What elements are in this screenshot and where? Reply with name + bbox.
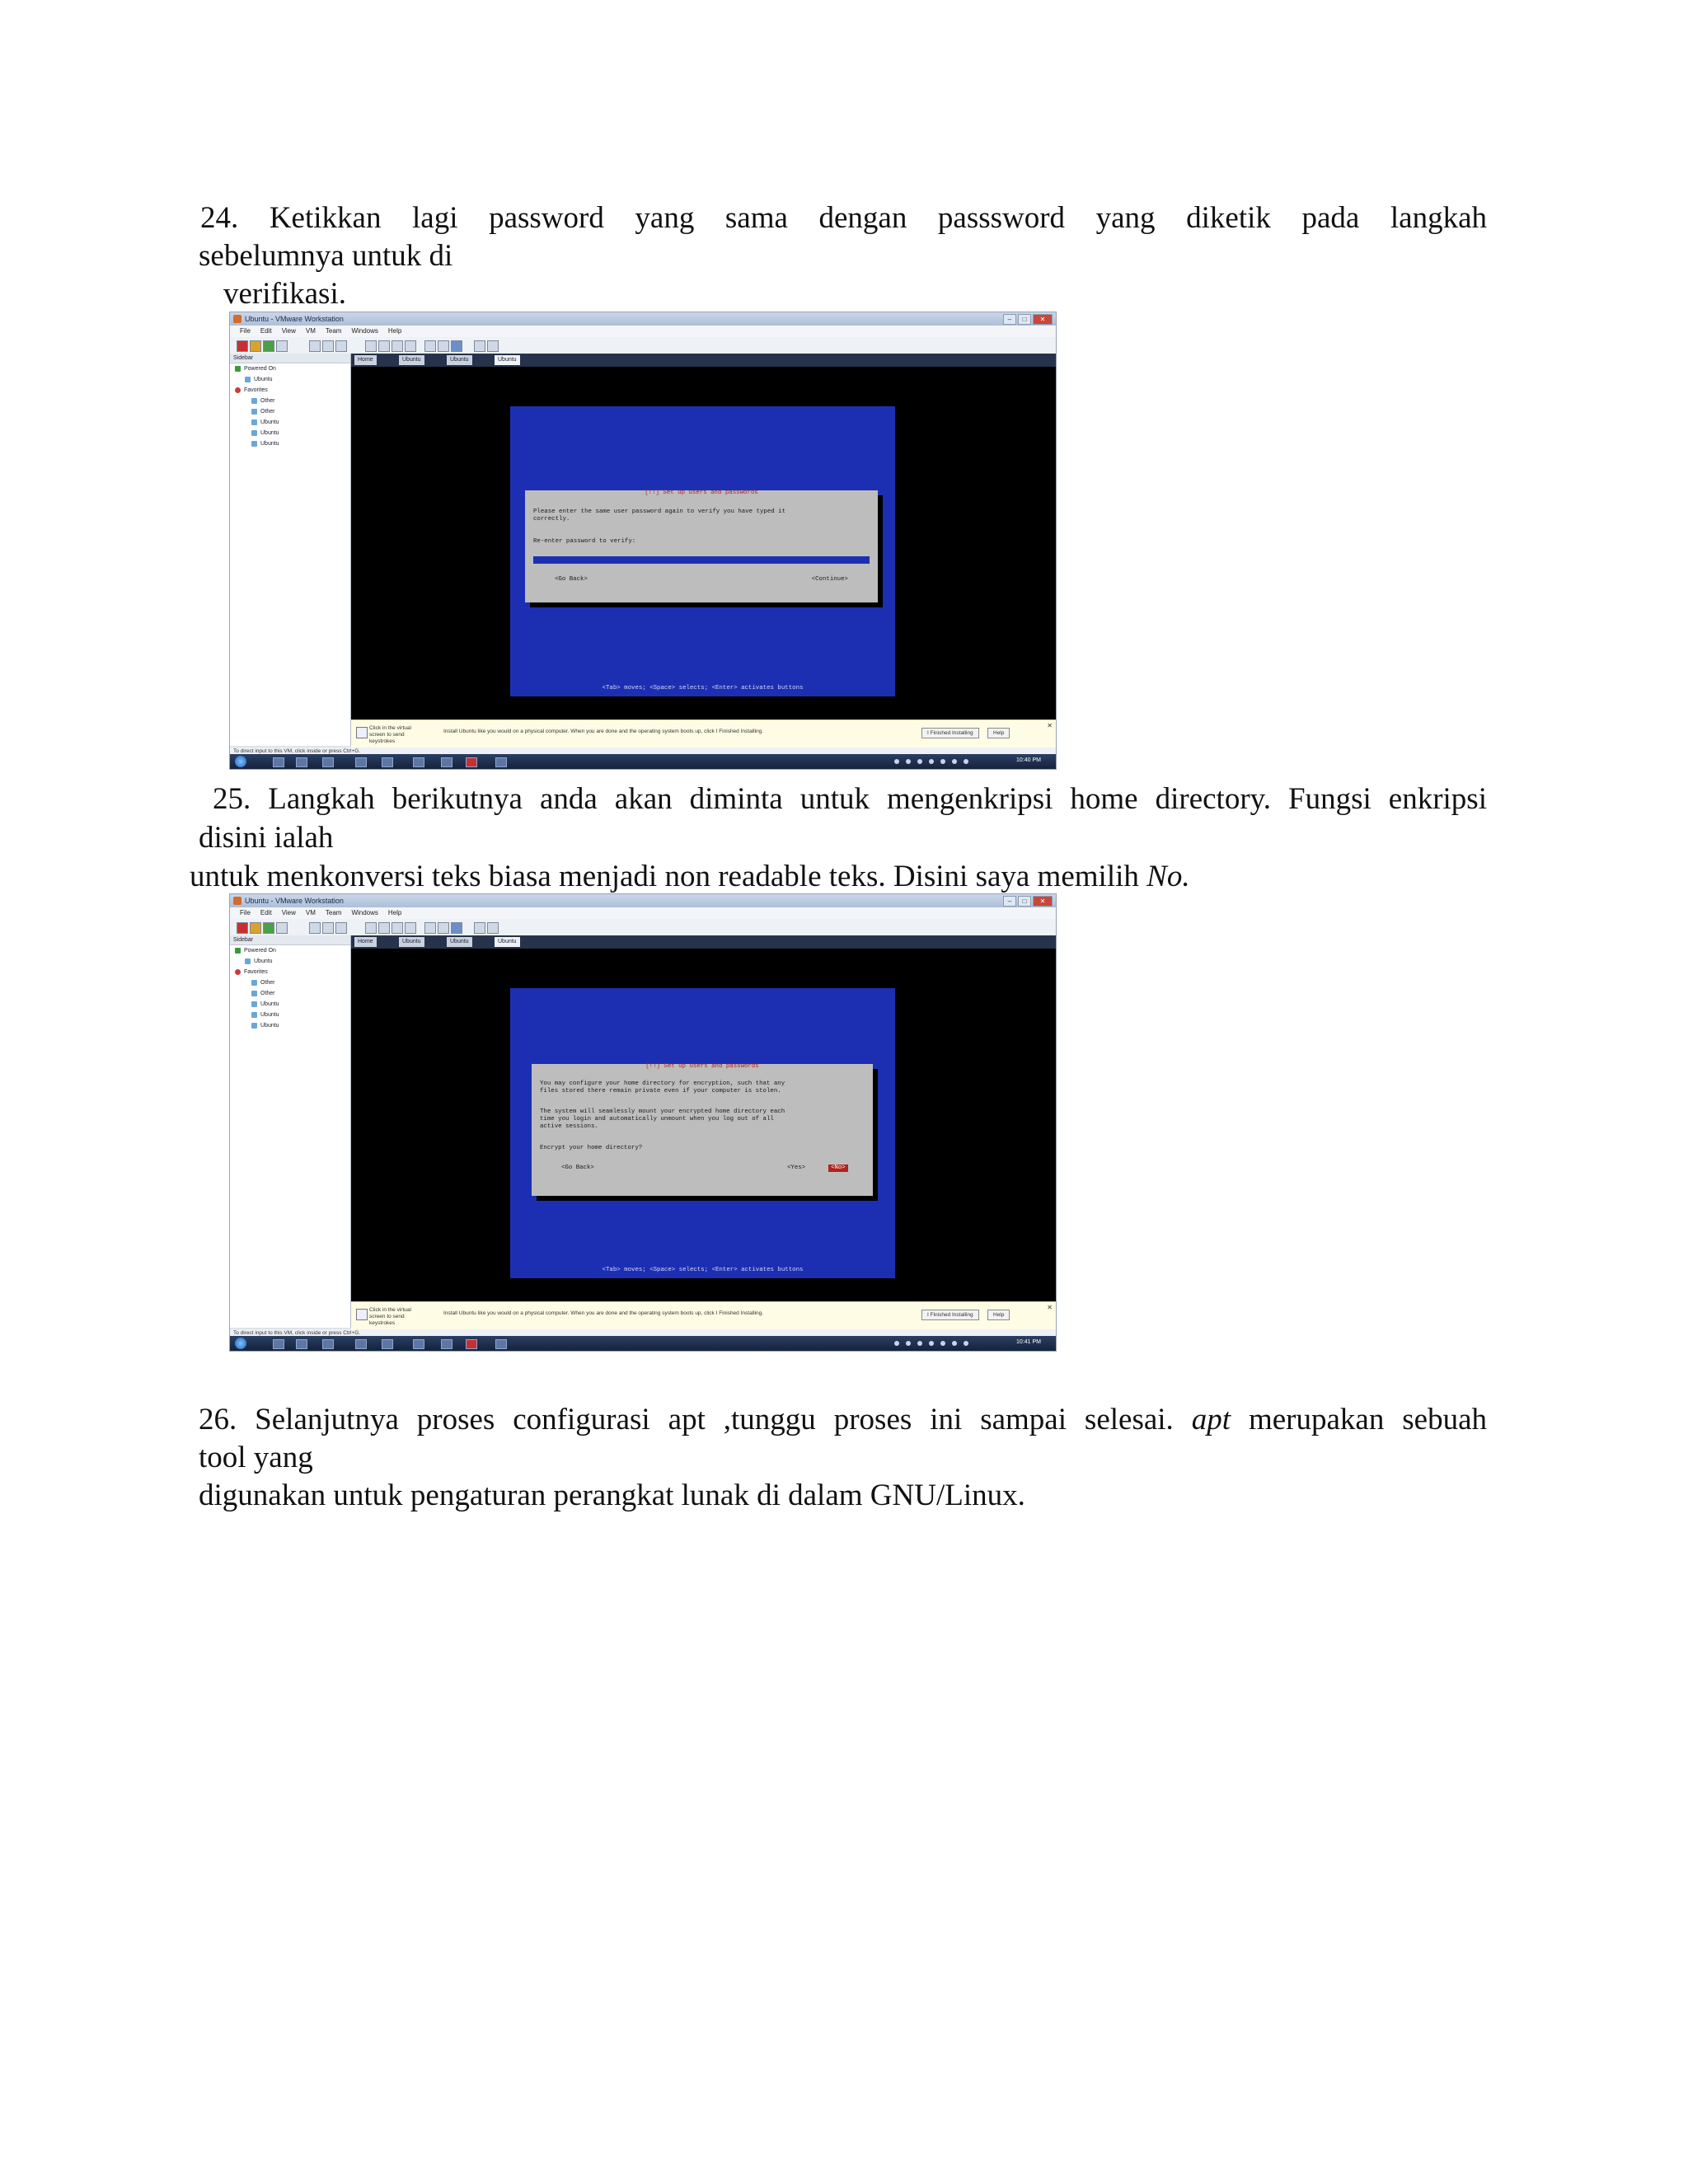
step-24-line-1: 24. Ketikkan lagi password yang sama dengan passsword yang diketik pada langkah — [200, 201, 1487, 235]
snapshot-icon[interactable] — [309, 922, 321, 934]
play-icon[interactable] — [263, 922, 274, 934]
close-hint-icon[interactable]: ✕ — [1047, 1304, 1053, 1311]
hint-bar — [351, 1301, 1056, 1330]
tray-icon[interactable] — [940, 1341, 945, 1346]
tray-icon[interactable] — [940, 759, 945, 764]
installer-screen — [510, 406, 895, 696]
view-tabs-icon[interactable] — [405, 922, 416, 934]
taskbar-app-icon[interactable] — [296, 1339, 307, 1349]
menu-windows[interactable]: Windows — [351, 909, 378, 916]
power-off-icon[interactable] — [237, 922, 248, 934]
keyboard-icon — [356, 1309, 368, 1320]
tab-home[interactable]: Home — [354, 355, 377, 365]
choice-no: No. — [1146, 860, 1190, 893]
menu-vm[interactable]: VM — [305, 909, 316, 916]
installer-screen — [510, 988, 895, 1278]
vmware-screenshot-1 — [229, 312, 1057, 770]
full-screen-icon[interactable] — [424, 922, 436, 934]
dialog-text: active sessions. — [540, 1123, 598, 1130]
menu-edit[interactable]: Edit — [260, 909, 272, 916]
taskbar-clock: 10:40 PM — [1016, 757, 1041, 763]
vm-icon — [251, 430, 257, 436]
status-bar: To direct input to this VM, click inside or press Ctrl+G. — [230, 1329, 1056, 1338]
settings-icon[interactable] — [487, 340, 499, 352]
vm-icon — [251, 1012, 257, 1018]
menu-team[interactable]: Team — [325, 327, 342, 335]
revert-icon[interactable] — [322, 340, 334, 352]
menu-vm[interactable]: VM — [305, 327, 316, 335]
play-icon[interactable] — [263, 340, 274, 352]
tray-icon[interactable] — [906, 759, 911, 764]
step-25-line-1: 25. Langkah berikutnya anda akan diminta untuk mengenkripsi home directory. Fungsi enkripsi — [213, 782, 1487, 816]
snapshot-icon[interactable] — [309, 340, 321, 352]
apt-term: apt — [1191, 1403, 1231, 1436]
vm-console[interactable] — [351, 367, 1056, 719]
windows-taskbar — [230, 1336, 1056, 1351]
taskbar-app-icon[interactable] — [322, 757, 334, 767]
keyboard-icon — [356, 727, 368, 738]
tray-icon[interactable] — [929, 759, 934, 764]
preferences-icon[interactable] — [474, 922, 485, 934]
window-titlebar — [230, 894, 1056, 907]
sidebar-item-other[interactable]: Other — [230, 396, 350, 406]
tab-ubuntu-active[interactable]: Ubuntu — [495, 937, 520, 947]
installer-dialog — [532, 1064, 873, 1196]
taskbar-app-icon[interactable] — [466, 1339, 477, 1349]
tab-ubuntu-active[interactable]: Ubuntu — [495, 355, 520, 365]
go-back-button[interactable]: <Go Back> — [561, 1165, 594, 1171]
step-26-line-1: 26. Selanjutnya proses configurasi apt ,tunggu proses ini sampai selesai. apt merupakan sebuah — [199, 1403, 1487, 1436]
dialog-text: The system will seamlessly mount your encrypted home directory each — [540, 1108, 785, 1115]
close-icon[interactable]: ✕ — [1033, 896, 1053, 907]
sidebar-item-ubuntu[interactable]: Ubuntu — [230, 428, 350, 438]
taskbar-app-icon[interactable] — [441, 757, 452, 767]
menu-edit[interactable]: Edit — [260, 327, 272, 335]
taskbar-app-icon[interactable] — [495, 1339, 507, 1349]
tray-icon[interactable] — [952, 1341, 957, 1346]
menu-file[interactable]: File — [240, 909, 251, 916]
unity-icon[interactable] — [438, 922, 449, 934]
menu-file[interactable]: File — [240, 327, 251, 335]
vm-icon — [251, 980, 257, 986]
go-back-button[interactable]: <Go Back> — [555, 576, 588, 583]
vm-icon — [251, 991, 257, 996]
installer-help-line: <Tab> moves; <Space> selects; <Enter> activates buttons — [602, 685, 804, 691]
sidebar-item-ubuntu[interactable]: Ubuntu — [230, 417, 350, 428]
view-thumbnail-icon[interactable] — [392, 922, 403, 934]
taskbar-app-icon[interactable] — [273, 757, 284, 767]
step-24-line-2: sebelumnya untuk di — [199, 239, 453, 273]
sidebar-item-other[interactable]: Other — [230, 977, 350, 988]
unity-icon[interactable] — [438, 340, 449, 352]
tab-home[interactable]: Home — [354, 937, 377, 947]
manage-snapshots-icon[interactable] — [335, 340, 347, 352]
step-25-line-3: untuk menkonversi teks biasa menjadi non readable teks. Disini saya memilih No. — [190, 860, 1190, 893]
toolbar — [230, 919, 1056, 936]
taskbar-clock: 10:41 PM — [1016, 1339, 1041, 1345]
hint-text: Install Ubuntu like you would on a physical computer. When you are done and the operating system boots up, click I Finished Installing. — [443, 1310, 764, 1316]
tray-icon[interactable] — [906, 1341, 911, 1346]
vmware-app-icon — [233, 897, 241, 905]
vm-icon — [245, 958, 251, 964]
taskbar-app-icon[interactable] — [382, 757, 393, 767]
vm-sidebar — [230, 935, 351, 1328]
minimize-icon[interactable]: – — [1003, 314, 1016, 325]
status-bar: To direct input to this VM, click inside or press Ctrl+G. — [230, 748, 1056, 756]
taskbar-app-icon[interactable] — [296, 757, 307, 767]
view-sidebar-icon[interactable] — [365, 340, 377, 352]
password-field[interactable] — [533, 556, 870, 564]
vm-icon — [251, 441, 257, 447]
no-button[interactable]: <No> — [828, 1165, 848, 1172]
dialog-text: time you login and automatically unmount when you log out of all — [540, 1116, 774, 1122]
view-tabs-icon[interactable] — [405, 340, 416, 352]
revert-icon[interactable] — [322, 922, 334, 934]
taskbar-app-icon[interactable] — [273, 1339, 284, 1349]
minimize-icon[interactable]: – — [1003, 896, 1016, 907]
menu-view[interactable]: View — [281, 909, 296, 916]
window-titlebar — [230, 312, 1056, 326]
dialog-text: files stored there remain private even if your computer is stolen. — [540, 1088, 781, 1094]
finished-installing-button[interactable]: I Finished Installing — [921, 1310, 979, 1320]
tab-ubuntu[interactable]: Ubuntu — [399, 937, 424, 947]
dialog-title: [!!] Set up users and passwords — [645, 490, 758, 496]
yes-button[interactable]: <Yes> — [787, 1165, 806, 1171]
maximize-icon[interactable]: □ — [1018, 314, 1031, 325]
vmware-screenshot-2 — [229, 893, 1057, 1352]
view-thumbnail-icon[interactable] — [392, 340, 403, 352]
dialog-text: correctly. — [533, 516, 570, 523]
continue-button[interactable]: <Continue> — [811, 576, 848, 583]
heart-icon — [235, 387, 241, 393]
step-25-line-2: disini ialah — [199, 821, 334, 855]
taskbar-app-icon[interactable] — [495, 757, 507, 767]
help-button[interactable]: Help — [987, 728, 1010, 738]
tab-ubuntu[interactable]: Ubuntu — [399, 355, 424, 365]
reset-icon[interactable] — [276, 922, 288, 934]
taskbar-app-icon[interactable] — [382, 1339, 393, 1349]
menu-help[interactable]: Help — [387, 327, 402, 335]
step-26-line-2: tool yang — [199, 1441, 313, 1474]
step-24-line-3: verifikasi. — [223, 277, 346, 311]
settings-icon[interactable] — [487, 922, 499, 934]
suspend-icon[interactable] — [250, 922, 261, 934]
menu-view[interactable]: View — [281, 327, 296, 335]
sidebar-item-powered-on[interactable]: Powered On — [230, 945, 350, 956]
taskbar-app-icon[interactable] — [355, 757, 367, 767]
menu-team[interactable]: Team — [325, 909, 342, 916]
quick-switch-icon[interactable] — [451, 340, 462, 352]
window-title: Ubuntu - VMware Workstation — [245, 315, 344, 323]
tray-icon[interactable] — [952, 759, 957, 764]
taskbar-app-icon[interactable] — [413, 757, 424, 767]
tray-icon[interactable] — [964, 1341, 968, 1346]
taskbar-app-icon[interactable] — [466, 757, 477, 767]
sidebar-item-ubuntu[interactable]: Ubuntu — [230, 374, 350, 385]
dialog-text: Please enter the same user password again to verify you have typed it — [533, 509, 786, 515]
tab-ubuntu[interactable]: Ubuntu — [447, 937, 472, 947]
vm-icon — [251, 398, 257, 404]
sidebar-item-ubuntu[interactable]: Ubuntu — [230, 438, 350, 449]
sidebar-item-ubuntu[interactable]: Ubuntu — [230, 999, 350, 1010]
play-icon — [235, 366, 241, 372]
hint-bar — [351, 719, 1056, 748]
taskbar-app-icon[interactable] — [322, 1339, 334, 1349]
tray-icon[interactable] — [917, 759, 922, 764]
sidebar-item-favorites[interactable]: Favorites — [230, 967, 350, 977]
dialog-text: Re-enter password to verify: — [533, 538, 636, 545]
view-sidebar-icon[interactable] — [365, 922, 377, 934]
vm-icon — [251, 1023, 257, 1029]
toolbar — [230, 337, 1056, 354]
hint-text: Install Ubuntu like you would on a physical computer. When you are done and the operating system boots up, click I Finished Installing. — [443, 729, 764, 734]
step-26-line-3: digunakan untuk pengaturan perangkat lunak di dalam GNU/Linux. — [199, 1479, 1025, 1512]
dialog-text: You may configure your home directory for encryption, such that any — [540, 1080, 785, 1087]
sidebar-item-ubuntu[interactable]: Ubuntu — [230, 956, 350, 967]
power-off-icon[interactable] — [237, 340, 248, 352]
sidebar-item-favorites[interactable]: Favorites — [230, 385, 350, 396]
hint-left: Click in the virtual screen to send keystrokes — [369, 1307, 411, 1326]
sidebar-header: Sidebar — [230, 354, 350, 363]
tab-ubuntu[interactable]: Ubuntu — [447, 355, 472, 365]
vmware-app-icon — [233, 315, 241, 323]
taskbar-app-icon[interactable] — [441, 1339, 452, 1349]
dialog-title: [!!] Set up users and passwords — [645, 1063, 759, 1070]
vm-console[interactable] — [351, 949, 1056, 1301]
vm-sidebar — [230, 354, 351, 746]
heart-icon — [235, 969, 241, 975]
menu-bar — [230, 907, 1056, 919]
vm-tabs — [351, 354, 1056, 367]
tray-icon[interactable] — [929, 1341, 934, 1346]
vm-icon — [251, 409, 257, 415]
menu-windows[interactable]: Windows — [351, 327, 378, 335]
vm-icon — [251, 1001, 257, 1007]
menu-help[interactable]: Help — [387, 909, 402, 916]
vm-tabs — [351, 935, 1056, 949]
view-console-icon[interactable] — [378, 922, 390, 934]
tray-icon[interactable] — [894, 1341, 899, 1346]
close-hint-icon[interactable]: ✕ — [1047, 722, 1053, 729]
menu-bar — [230, 326, 1056, 337]
sidebar-item-ubuntu[interactable]: Ubuntu — [230, 1020, 350, 1031]
quick-switch-icon[interactable] — [451, 922, 462, 934]
dialog-text: Encrypt your home directory? — [540, 1145, 643, 1151]
installer-dialog — [525, 490, 878, 602]
start-button[interactable] — [235, 1338, 246, 1349]
vm-icon — [245, 377, 251, 382]
tray-icon[interactable] — [917, 1341, 922, 1346]
preferences-icon[interactable] — [474, 340, 485, 352]
full-screen-icon[interactable] — [424, 340, 436, 352]
sidebar-item-other[interactable]: Other — [230, 988, 350, 999]
tray-icon[interactable] — [894, 759, 899, 764]
sidebar-header: Sidebar — [230, 935, 350, 945]
finished-installing-button[interactable]: I Finished Installing — [921, 728, 979, 738]
windows-taskbar — [230, 754, 1056, 769]
help-button[interactable]: Help — [987, 1310, 1010, 1320]
taskbar-app-icon[interactable] — [413, 1339, 424, 1349]
view-console-icon[interactable] — [378, 340, 390, 352]
hint-left: Click in the virtual screen to send keystrokes — [369, 725, 411, 744]
sidebar-item-powered-on[interactable]: Powered On — [230, 363, 350, 374]
tray-icon[interactable] — [964, 759, 968, 764]
window-title: Ubuntu - VMware Workstation — [245, 897, 344, 905]
installer-help-line: <Tab> moves; <Space> selects; <Enter> activates buttons — [602, 1267, 804, 1273]
maximize-icon[interactable]: □ — [1018, 896, 1031, 907]
vm-icon — [251, 419, 257, 425]
sidebar-item-other[interactable]: Other — [230, 406, 350, 417]
manage-snapshots-icon[interactable] — [335, 922, 347, 934]
taskbar-app-icon[interactable] — [355, 1339, 367, 1349]
reset-icon[interactable] — [276, 340, 288, 352]
sidebar-item-ubuntu[interactable]: Ubuntu — [230, 1010, 350, 1020]
close-icon[interactable]: ✕ — [1033, 314, 1053, 325]
start-button[interactable] — [235, 756, 246, 767]
suspend-icon[interactable] — [250, 340, 261, 352]
play-icon — [235, 948, 241, 954]
